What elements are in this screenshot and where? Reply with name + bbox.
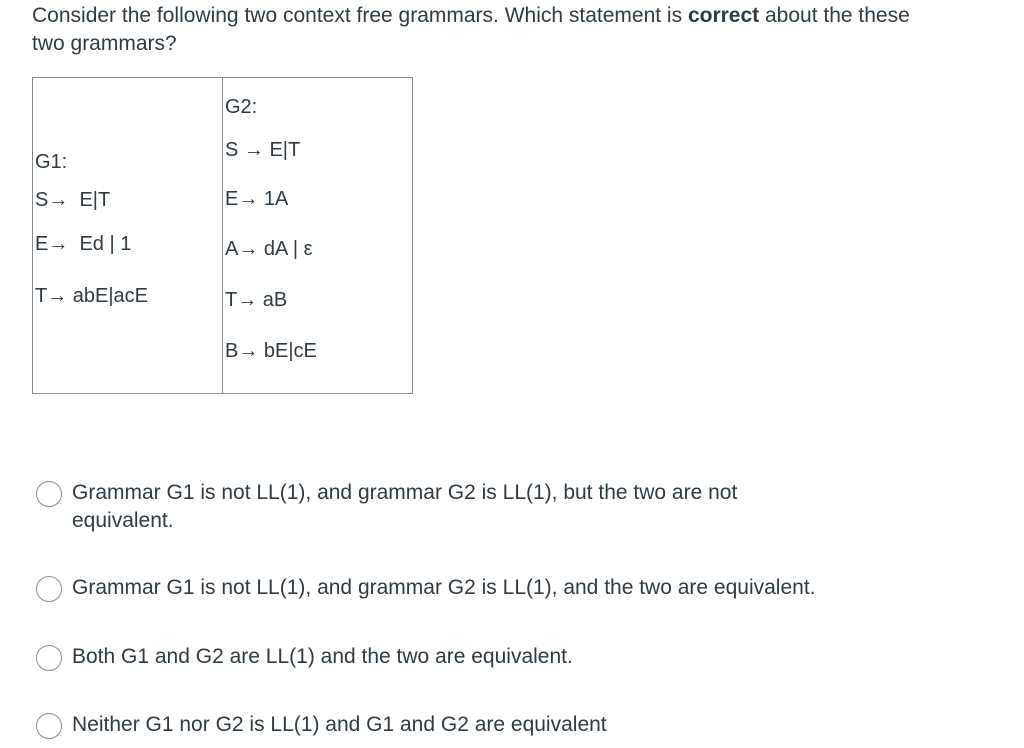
answer-option-text: Both G1 and G2 are LL(1) and the two are equivalent. — [72, 645, 573, 668]
radio-button[interactable] — [36, 713, 62, 739]
answer-option-text: Grammar G1 is not LL(1), and grammar G2 is LL(1), and the two are equivalent. — [72, 576, 816, 599]
answer-option-line: Grammar G1 is not LL(1), and grammar G2 is LL(1), but the two are not — [72, 481, 738, 504]
radio-button[interactable] — [36, 645, 62, 671]
grammar-g2-cell — [223, 78, 413, 394]
g1-rule: T→ abE|acE — [35, 285, 149, 307]
grammar-g1-cell — [33, 78, 223, 394]
g1-rule: S→ E|T — [35, 189, 111, 211]
g2-rule: B→ bE|cE — [225, 340, 317, 362]
g2-title: G2: — [225, 96, 258, 118]
g2-rule: A→ dA | ε — [225, 238, 313, 260]
g2-rule: T→ aB — [225, 289, 288, 311]
radio-button[interactable] — [36, 576, 62, 602]
grammar-table — [32, 77, 413, 394]
g2-rule: E→ 1A — [225, 188, 289, 210]
question-text-after: about the these two grammars? — [32, 4, 910, 55]
question-text-before: Consider the following two context free grammars. Which statement is — [32, 4, 688, 27]
question-text — [32, 2, 932, 58]
g1-rule: E→ Ed | 1 — [35, 233, 132, 255]
answer-option-line: equivalent. — [72, 509, 174, 532]
answer-option-text: Neither G1 nor G2 is LL(1) and G1 and G2 are equivalent — [72, 713, 607, 736]
radio-button[interactable] — [36, 481, 62, 507]
question-emphasis: correct — [687, 4, 760, 27]
g1-title: G1: — [35, 151, 68, 173]
answer-option-text — [72, 479, 737, 535]
g2-rule: S → E|T — [225, 139, 301, 161]
